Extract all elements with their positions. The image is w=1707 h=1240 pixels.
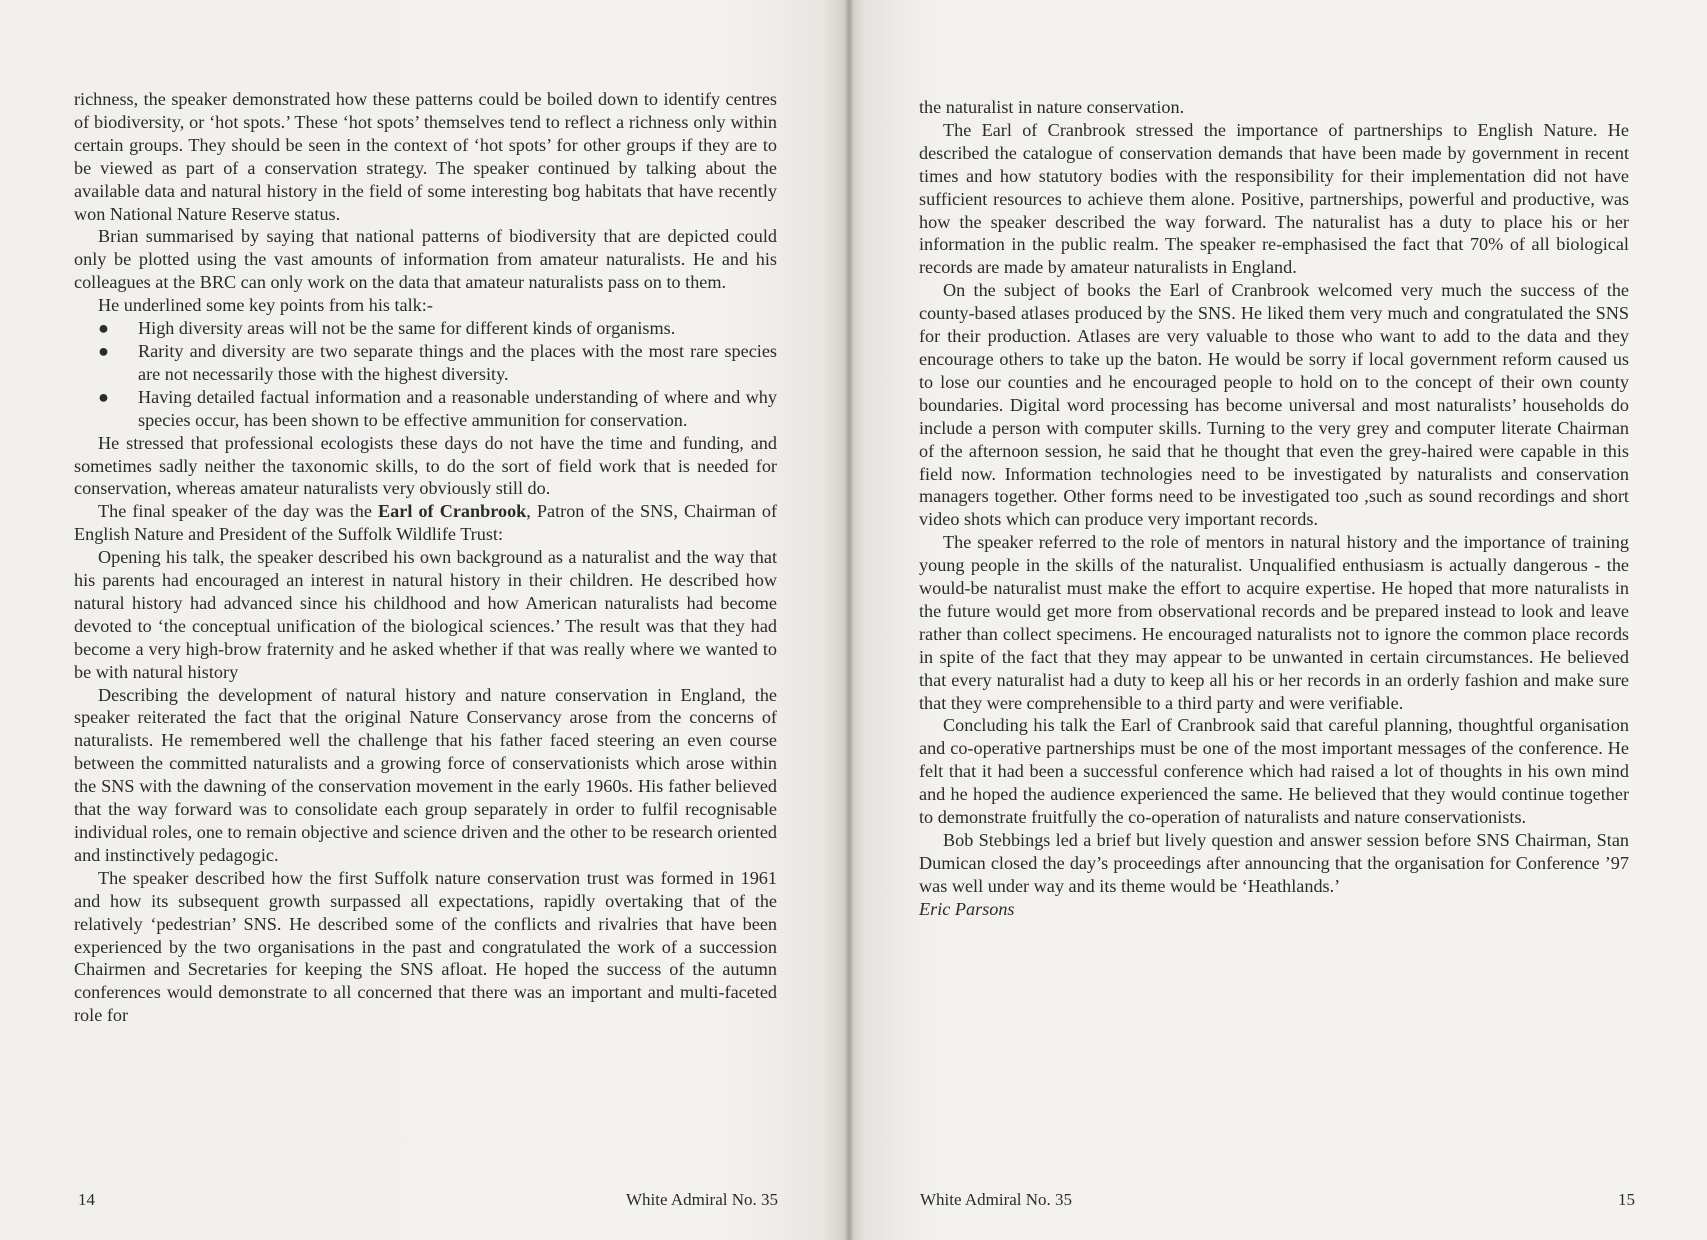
bullet-icon: ● (98, 318, 109, 339)
paragraph: Brian summarised by saying that national patterns of biodiversity that are depicted could only be plotted using the vast amounts of information from amateur naturalists. He and his colleagues at the BRC can only work on the data that amateur naturalists pass on to them. (74, 226, 777, 293)
author-signature: Eric Parsons (919, 898, 1015, 919)
bullet-icon: ● (98, 386, 109, 407)
list-item-text: Having detailed factual information and a reasonable understanding of where and why species occur, has been shown to be effective ammunition for conservation. (138, 386, 777, 430)
paragraph: Bob Stebbings led a brief but lively question and answer session before SNS Chairman, Stan Dumican closed the day’s proceedings after announcing that the organisation for Conference ’97 was well under way and its theme would be ‘Heathlands.’ (919, 830, 1629, 896)
journal-title: White Admiral No. 35 (625, 1190, 778, 1209)
paragraph: The speaker described how the first Suffolk nature conservation trust was formed in 1961 and how its subsequent growth surpassed all expectations, rapidly overtaking that of the relatively ‘pedestrian’ SNS. He described some of the conflicts and rivalries that have been experienced by the two organisations in the past and congratulated the work of a succession Chairmen and Secretaries for keeping the SNS afloat. He hoped the success of the autumn conferences would demonstrate to all concerned that there was an important and multi-faceted role for (74, 867, 777, 1026)
right-page-body (919, 96, 1629, 921)
speaker-name: Earl of Cranbrook (378, 501, 527, 522)
page-number: 15 (1618, 1190, 1635, 1209)
text-run: The final speaker of the day was the (98, 501, 379, 522)
paragraph: On the subject of books the Earl of Cranbrook welcomed very much the success of the county-based atlases produced by the SNS. He liked them very much and congratulated the SNS for their production. Atlases are very valuable to those who want to add to the data and they encourage others to take up the baton. He would be sorry if local government reform caused us to lose our counties and he encouraged people to hold on to the concept of their own county boundaries. Digital word processing has become universal and most naturalists’ households do include a person with computer skills. Turning to the very grey and computer literate Chairman of the afternoon session, he said that he thought that even the grey-haired were capable in this field now. Information technologies need to be investigated by naturalists and conservation managers together. Other forms need to be investigated too ,such as sound recordings and short video shots which can produce very important records. (919, 280, 1629, 530)
text-run: , Patron of the SNS, Chairman of English Nature and President of the Suffolk Wildlife Trust: (74, 501, 778, 545)
list-item-text: Rarity and diversity are two separate things and the places with the most rare species are not necessarily those with the highest diversity. (138, 340, 777, 384)
paragraph: The speaker referred to the role of mentors in natural history and the importance of training young people in the skills of the naturalist. Unqualified enthusiasm is actually dangerous - the would-be naturalist must make the effort to acquire expertise. He hoped that more naturalists in the future would get more from observational records and be prepared instead to look and leave rather than collect specimens. He encouraged naturalists not to ignore the common place records in spite of the fact that they may appear to be unwanted in certain circumstances. He believed that every naturalist had a duty to keep all his or her records in an orderly fashion and make sure that they were comprehensible to a third party and were verifiable. (919, 532, 1629, 713)
list-item-text: High diversity areas will not be the same for different kinds of organisms. (138, 318, 676, 339)
paragraph: the naturalist in nature conservation. (919, 97, 1185, 117)
paragraph: richness, the speaker demonstrated how these patterns could be boiled down to identify centres of biodiversity, or ‘hot spots.’ These ‘hot spots’ themselves tend to reflect a richness only within certain groups. They should be seen in the context of ‘hot spots’ for other groups if they are to be viewed as part of a conservation strategy. The speaker continued by talking about the available data and natural history in the field of some interesting bog habitats that have recently won National Nature Reserve status. (74, 89, 777, 224)
paragraph: Opening his talk, the speaker described his own background as a naturalist and the way that his parents had encouraged an interest in natural history in their children. He described how natural history had advanced since his childhood and how American naturalists had become devoted to ‘the conceptual unification of the biological sciences.’ The result was that they had become a very high-brow fraternity and he asked whether if that was really where we wanted to be with natural history (74, 547, 777, 682)
final-speaker-paragraph (74, 500, 777, 546)
page-14 (0, 0, 848, 1240)
page-15 (848, 0, 1707, 1240)
paragraph: The Earl of Cranbrook stressed the importance of partnerships to English Nature. He described the catalogue of conservation demands that have been made by government in recent times and how statutory bodies with the responsibility for their implementation did not have sufficient resources to achieve them alone. Positive, partnerships, powerful and productive, was how the speaker described the way forward. The naturalist has a duty to place his or her information in the public realm. The speaker re-emphasised the fact that 70% of all biological records are made by amateur naturalists in England. (919, 119, 1629, 278)
left-page-body (74, 88, 777, 1027)
bullet-icon: ● (98, 340, 109, 361)
page-number: 14 (78, 1190, 95, 1209)
paragraph: Describing the development of natural history and nature conservation in England, the speaker reiterated the fact that the original Nature Conservancy arose from the concerns of naturalists. He remembered well the challenge that his father faced steering an even course between the committed naturalists and a growing force of conservationists which arose within the SNS with the dawning of the conservation movement in the early 1960s. His father believed that the way forward was to consolidate each group separately in order to fulfil recognisable individual roles, one to remain objective and science driven and the other to be research oriented and instinctively pedagogic. (74, 684, 777, 865)
list-item (74, 386, 777, 432)
paragraph: Concluding his talk the Earl of Cranbrook said that careful planning, thoughtful organisation and co-operative partnerships must be one of the most important messages of the conference. He felt that it had been a successful conference which had raised a lot of thoughts in his own mind and he hoped the audience experienced the same. He believed that they would continue together to demonstrate fruitfully the co-operation of naturalists and nature conservationists. (919, 715, 1629, 828)
paragraph: He stressed that professional ecologists these days do not have the time and funding, and sometimes sadly neither the taxonomic skills, to do the sort of field work that is needed for conservation, whereas amateur naturalists very obviously still do. (74, 432, 777, 499)
paragraph: He underlined some key points from his talk:- (98, 295, 433, 316)
key-points-list (74, 317, 777, 432)
journal-title: White Admiral No. 35 (920, 1190, 1073, 1209)
list-item (74, 340, 777, 386)
book-gutter (845, 0, 853, 1240)
list-item (74, 317, 777, 340)
